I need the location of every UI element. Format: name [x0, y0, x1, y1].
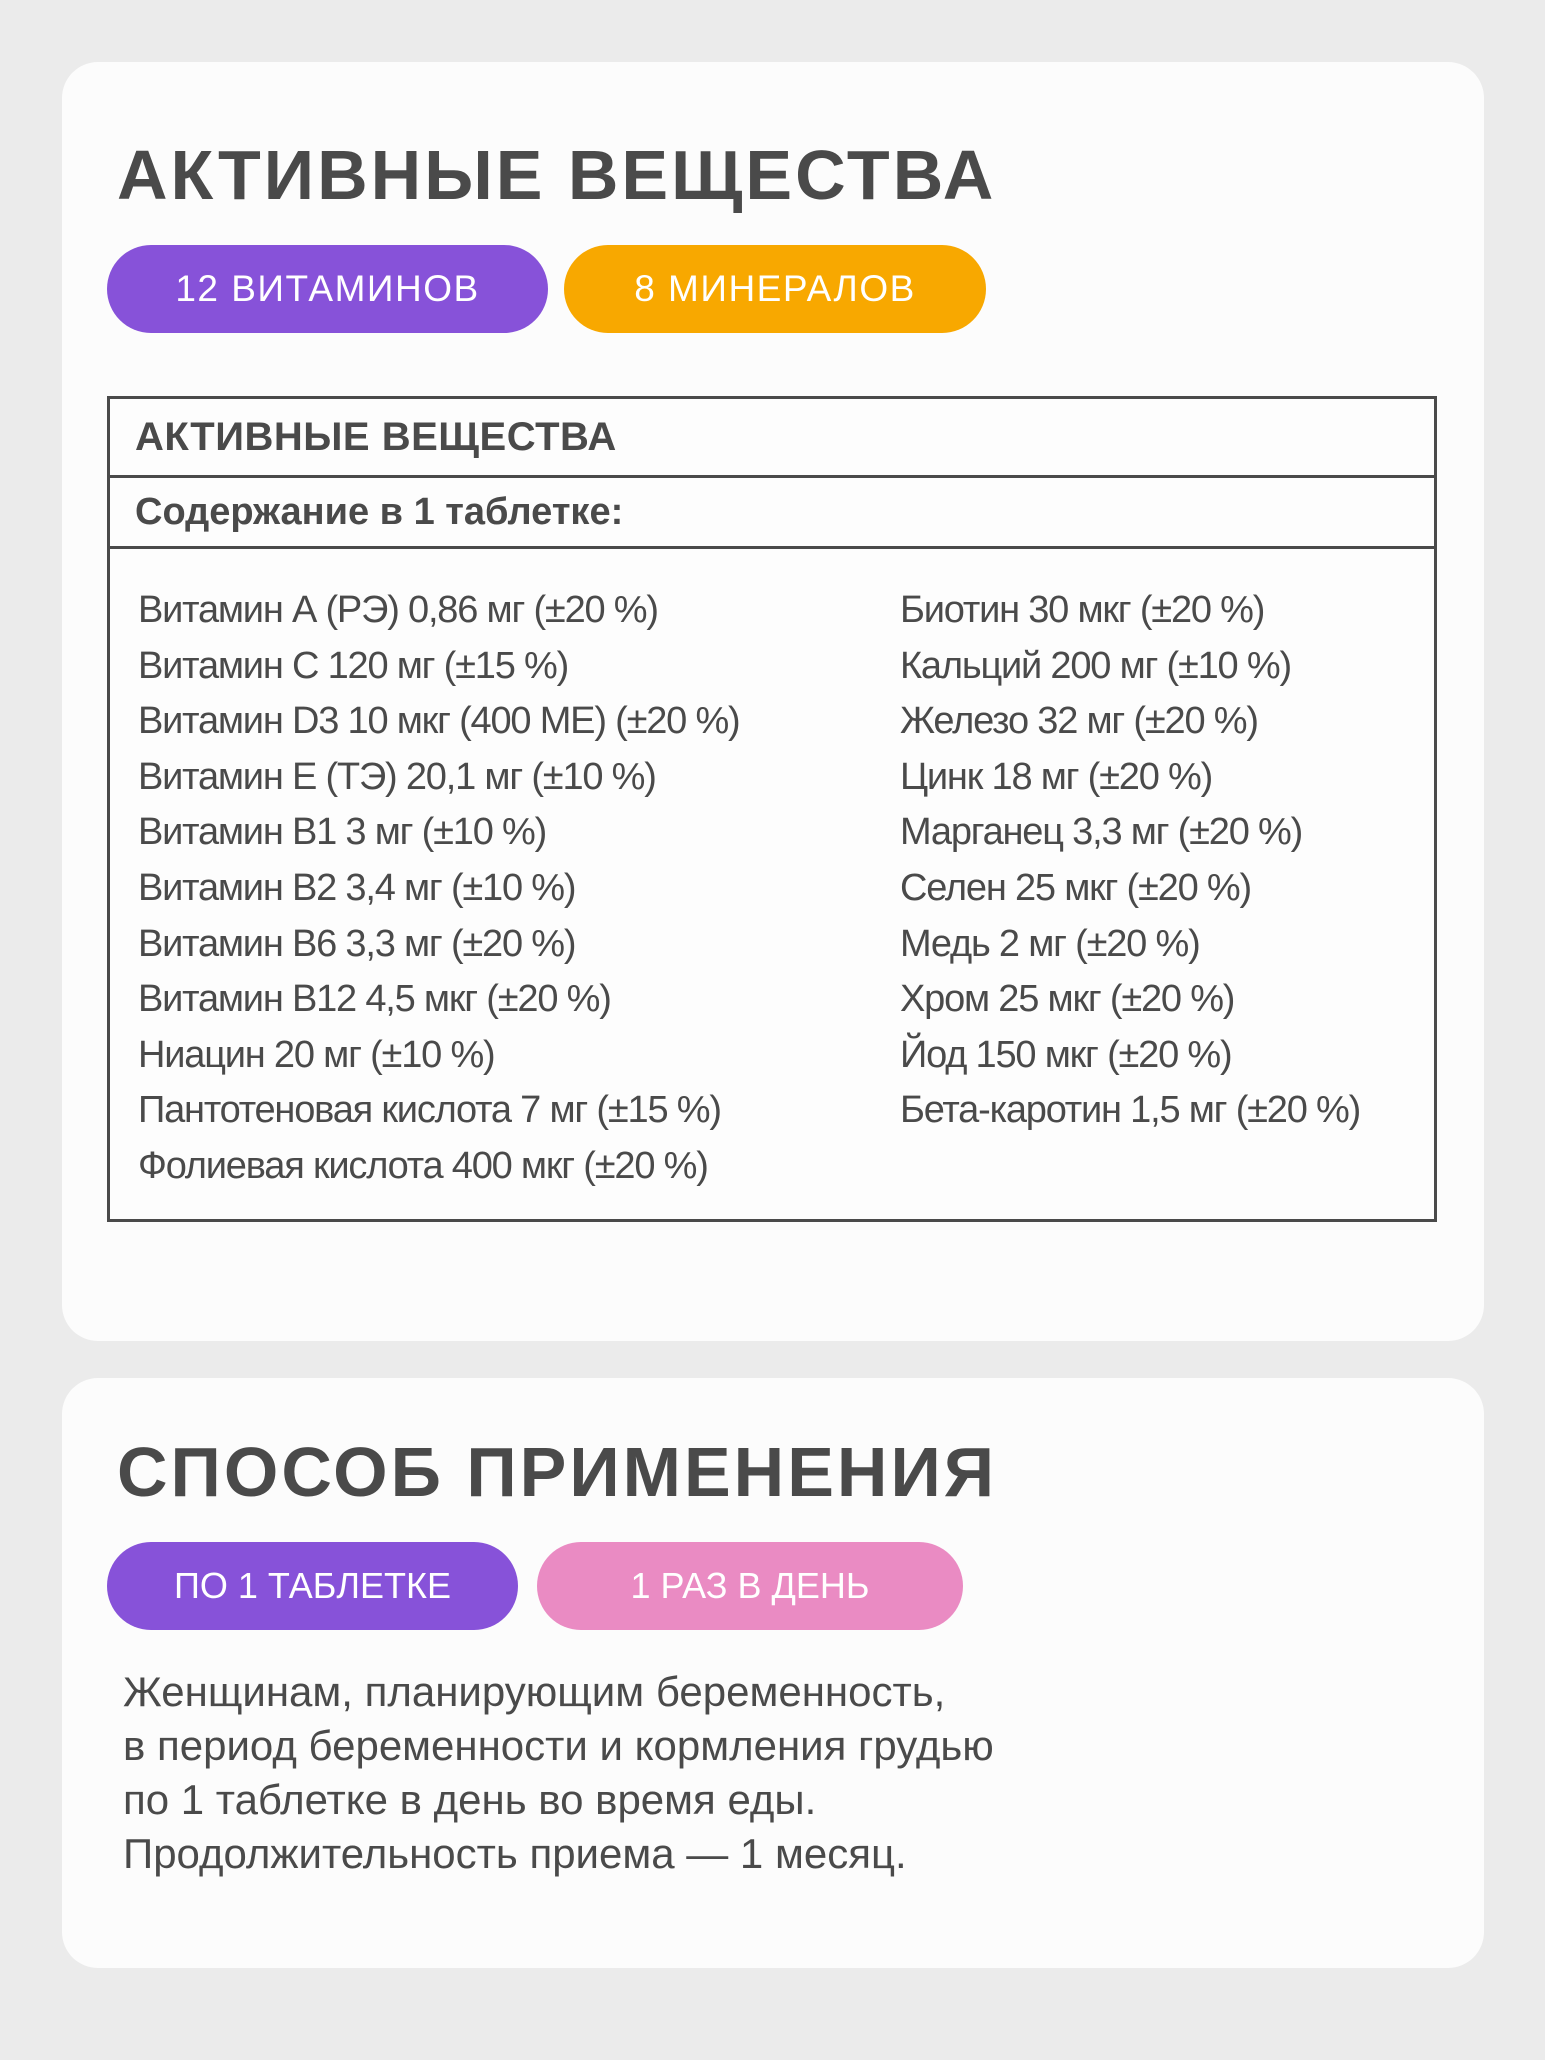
table-header-row — [110, 399, 1434, 478]
badge-label: 12 ВИТАМИНОВ — [175, 268, 480, 309]
list-item: Железо 32 мг (±20 %) — [900, 700, 1258, 743]
list-item: Пантотеновая кислота 7 мг (±15 %) — [138, 1089, 721, 1132]
list-item: Йод 150 мкг (±20 %) — [900, 1033, 1232, 1076]
list-item: Витамин А (РЭ) 0,86 мг (±20 %) — [138, 589, 658, 631]
list-item: Ниацин 20 мг (±10 %) — [138, 1033, 495, 1076]
usage-card — [62, 1378, 1484, 1968]
badge-dose — [107, 1542, 518, 1630]
list-item: Хром 25 мкг (±20 %) — [900, 978, 1235, 1021]
minerals-list — [900, 583, 1360, 1139]
usage-description — [123, 1665, 994, 1881]
table-subheader: Содержание в 1 таблетке: — [135, 490, 624, 533]
list-item: Биотин 30 мкг (±20 %) — [900, 589, 1265, 631]
list-item: Витамин В6 3,3 мг (±20 %) — [138, 922, 576, 965]
usage-line: в период беременности и кормления грудью — [123, 1722, 994, 1769]
usage-line: Женщинам, планирующим беременность, — [123, 1668, 946, 1715]
active-ingredients-card — [62, 62, 1484, 1341]
section-title-active-ingredients: АКТИВНЫЕ ВЕЩЕСТВА — [117, 136, 997, 214]
list-item: Витамин Е (ТЭ) 20,1 мг (±10 %) — [138, 755, 656, 798]
list-item: Витамин С 120 мг (±15 %) — [138, 644, 569, 687]
list-item: Витамин В2 3,4 мг (±10 %) — [138, 866, 576, 909]
badge-label: 8 МИНЕРАЛОВ — [634, 268, 916, 309]
badge-frequency — [537, 1542, 963, 1630]
badge-vitamins-count — [107, 245, 548, 333]
list-item: Селен 25 мкг (±20 %) — [900, 866, 1251, 909]
badge-minerals-count — [564, 245, 986, 333]
list-item: Медь 2 мг (±20 %) — [900, 922, 1200, 965]
list-item: Фолиевая кислота 400 мкг (±20 %) — [138, 1144, 708, 1187]
list-item: Витамин В12 4,5 мкг (±20 %) — [138, 978, 611, 1021]
table-subheader-row — [110, 478, 1434, 549]
vitamins-list — [138, 583, 740, 1195]
list-item: Витамин В1 3 мг (±10 %) — [138, 811, 547, 854]
table-body — [110, 549, 1434, 1219]
badge-label: ПО 1 ТАБЛЕТКЕ — [174, 1565, 451, 1606]
list-item: Бета-каротин 1,5 мг (±20 %) — [900, 1089, 1361, 1132]
list-item: Витамин D3 10 мкг (400 МЕ) (±20 %) — [138, 700, 740, 743]
section-title-usage: СПОСОБ ПРИМЕНЕНИЯ — [117, 1433, 998, 1511]
ingredients-table — [107, 396, 1437, 1222]
badge-label: 1 РАЗ В ДЕНЬ — [630, 1565, 870, 1606]
list-item: Кальций 200 мг (±10 %) — [900, 644, 1291, 687]
usage-line: по 1 таблетке в день во время еды. — [123, 1776, 817, 1823]
table-header: АКТИВНЫЕ ВЕЩЕСТВА — [135, 414, 617, 459]
usage-line: Продолжительность приема — 1 месяц. — [123, 1830, 907, 1877]
list-item: Цинк 18 мг (±20 %) — [900, 755, 1213, 798]
list-item: Марганец 3,3 мг (±20 %) — [900, 811, 1303, 854]
